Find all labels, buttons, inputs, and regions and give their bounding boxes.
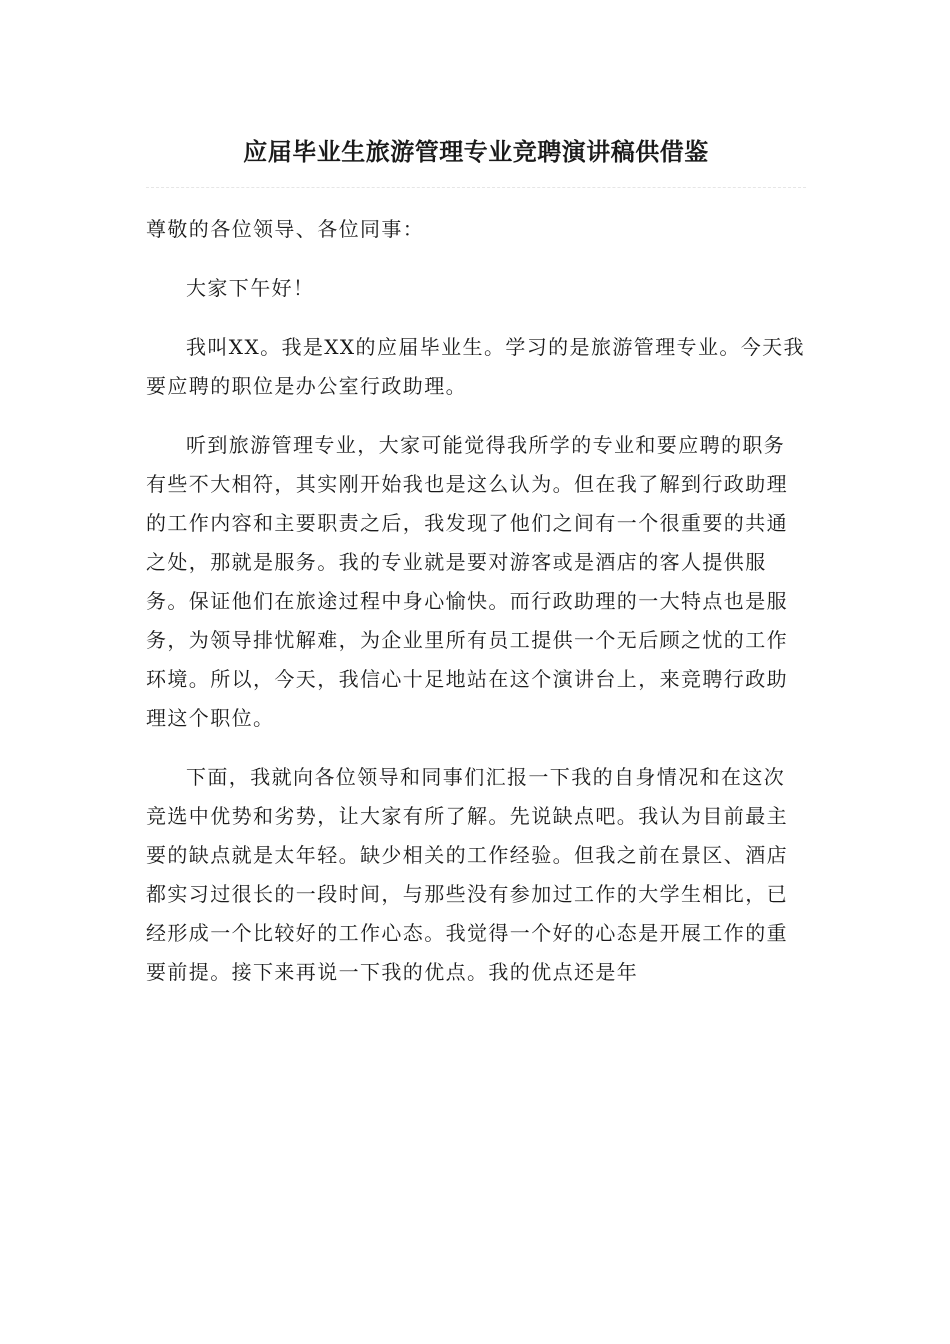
document-title: 应届毕业生旅游管理专业竞聘演讲稿供借鉴 — [243, 137, 709, 166]
salutation: 尊敬的各位领导、各位同事： — [146, 217, 425, 241]
paragraph-greeting: 大家下午好！ — [186, 276, 315, 300]
document-body — [146, 210, 806, 1012]
paragraph-major-and-role: 听到旅游管理专业，大家可能觉得我所学的专业和要应聘的职务有些不大相符，其实刚开始我也是这么认为。但在我了解到行政助理的工作内容和主要职责之后，我发现了他们之间有一个很重要的共通之处，那就是服务。我的专业就是要对游客或是酒店的客人提供服务。保证他们在旅途过程中身心愉快。而行政助理的一大特点也是服务，为领导排忧解难，为企业里所有员工提供一个无后顾之忧的工作环境。所以，今天，我信心十足地站在这个演讲台上，来竞聘行政助理这个职位。 — [146, 433, 788, 730]
paragraph-strengths-weaknesses: 下面，我就向各位领导和同事们汇报一下我的自身情况和在这次竞选中优势和劣势，让大家有所了解。先说缺点吧。我认为目前最主要的缺点就是太年轻。缺少相关的工作经验。但我之前在景区、酒店都实习过很长的一段时间，与那些没有参加过工作的大学生相比，已经形成一个比较好的工作心态。我觉得一个好的心态是开展工作的重要前提。接下来再说一下我的优点。我的优点还是年 — [146, 765, 788, 984]
paragraph-introduction: 我叫XX。我是XX的应届毕业生。学习的是旅游管理专业。今天我要应聘的职位是办公室行政助理。 — [146, 335, 805, 398]
title-divider — [146, 187, 806, 188]
